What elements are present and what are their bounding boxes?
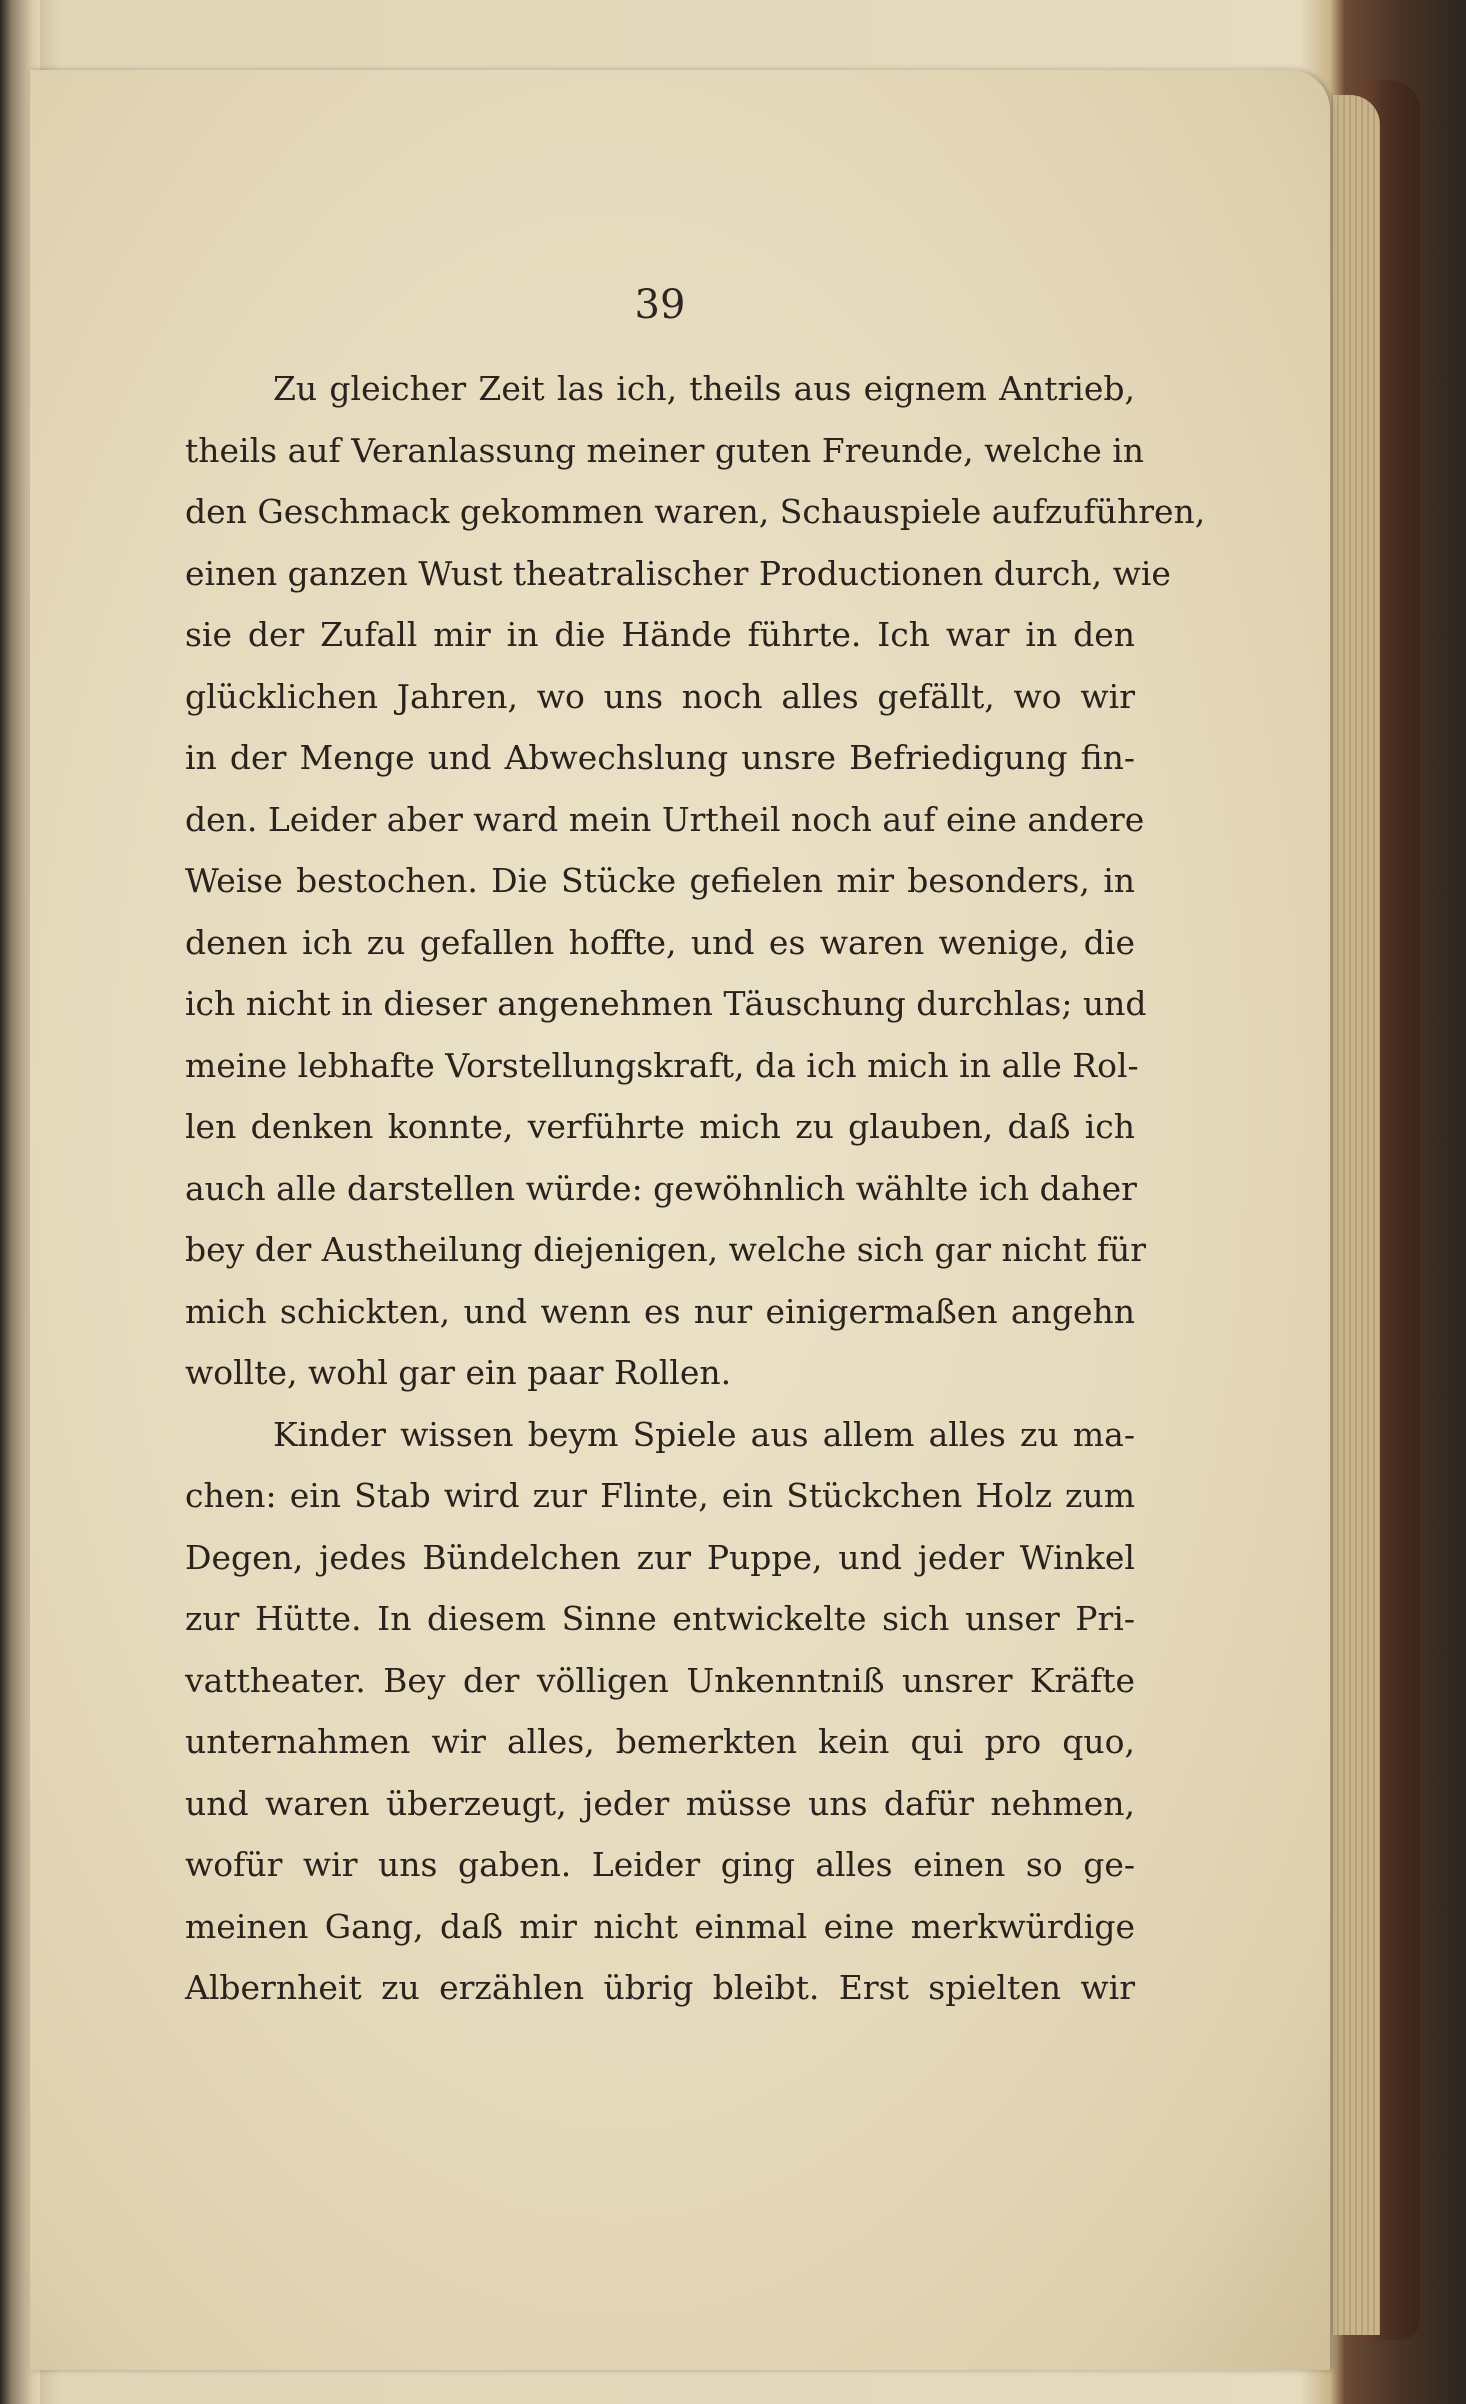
text-line: ich nicht in dieser angenehmen Täuschung durchlas; und bbox=[185, 984, 1147, 1023]
text-line: theils auf Veranlassung meiner guten Freunde, welche in bbox=[185, 430, 1145, 470]
body-text bbox=[185, 358, 1206, 2019]
text-line: unternahmen wir alles, bemerkten kein qui pro quo, bbox=[185, 1722, 1135, 1761]
text-line: wollte, wohl gar ein paar Rollen. bbox=[185, 1353, 732, 1392]
text-line: len denken konnte, verführte mich zu glauben, daß ich bbox=[185, 1107, 1135, 1146]
text-line: mich schickten, und wenn es nur einigermaßen angehn bbox=[185, 1291, 1135, 1331]
text-line: bey der Austheilung diejenigen, welche sich gar nicht für bbox=[185, 1230, 1147, 1269]
text-line: zur Hütte. In diesem Sinne entwickelte sich unser Pri- bbox=[185, 1599, 1135, 1638]
text-line: Weise bestochen. Die Stücke gefielen mir besonders, in bbox=[185, 861, 1135, 900]
text-line: den. Leider aber ward mein Urtheil noch auf eine andere bbox=[185, 799, 1145, 839]
text-line: meinen Gang, daß mir nicht einmal eine merkwürdige bbox=[185, 1906, 1135, 1946]
text-line: in der Menge und Abwechslung unsre Befriedigung fin- bbox=[185, 738, 1135, 777]
text-line: und waren überzeugt, jeder müsse uns dafür nehmen, bbox=[185, 1783, 1135, 1823]
text-line: denen ich zu gefallen hoffte, und es waren wenige, die bbox=[185, 922, 1135, 962]
text-line: chen: ein Stab wird zur Flinte, ein Stückchen Holz zum bbox=[185, 1476, 1135, 1515]
text-line: den Geschmack gekommen waren, Schauspiele aufzuführen, bbox=[185, 492, 1206, 531]
text-line: Kinder wissen beym Spiele aus allem alles zu ma- bbox=[273, 1414, 1135, 1454]
text-line: vattheater. Bey der völligen Unkenntniß unsrer Kräfte bbox=[185, 1660, 1135, 1700]
text-line: wofür wir uns gaben. Leider ging alles einen so ge- bbox=[185, 1845, 1135, 1884]
text-line: einen ganzen Wust theatralischer Productionen durch, wie bbox=[185, 553, 1171, 593]
text-line: meine lebhafte Vorstellungskraft, da ich mich in alle Rol- bbox=[185, 1045, 1139, 1085]
text-line: sie der Zufall mir in die Hände führte. Ich war in den bbox=[185, 615, 1135, 654]
page-number: 39 bbox=[634, 282, 686, 328]
text-line: glücklichen Jahren, wo uns noch alles gefällt, wo wir bbox=[185, 676, 1135, 716]
text-line: Zu gleicher Zeit las ich, theils aus eignem Antrieb, bbox=[273, 369, 1135, 408]
text-line: Albernheit zu erzählen übrig bleibt. Erst spielten wir bbox=[185, 1968, 1135, 2007]
text-line: Degen, jedes Bündelchen zur Puppe, und jeder Winkel bbox=[185, 1537, 1135, 1577]
text-line: auch alle darstellen würde: gewöhnlich wählte ich daher bbox=[185, 1168, 1137, 1208]
